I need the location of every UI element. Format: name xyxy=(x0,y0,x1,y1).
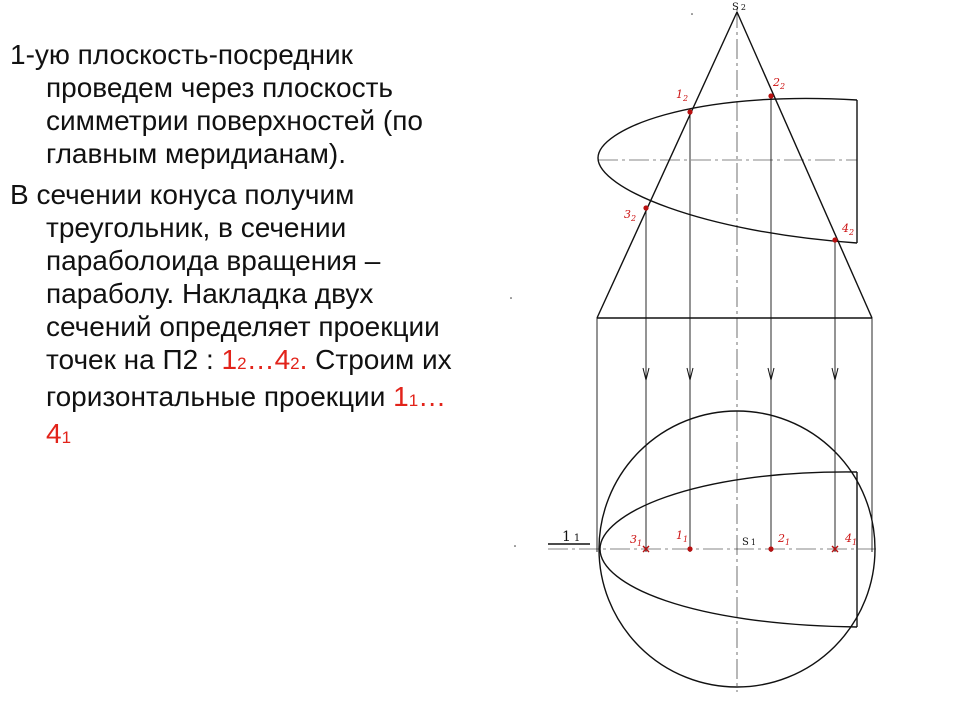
point-2-2 xyxy=(768,93,773,98)
label-3-2: $3_2$ xyxy=(624,208,637,223)
p1-range-ellipsis: …4 xyxy=(46,381,447,449)
label-4-1: $4_1$ xyxy=(845,532,858,547)
paraboloid-top-outline xyxy=(600,472,857,627)
label-2-1: $2_1$ xyxy=(778,532,791,547)
point-4-2 xyxy=(832,237,837,242)
p2-range-ellipsis: …4 xyxy=(246,344,291,375)
label-2-2: $2_2$ xyxy=(773,76,786,91)
label-s2: S 2 xyxy=(732,2,746,13)
label-1-2: $1_2$ xyxy=(676,88,689,103)
paragraph-2-lead: В сечении конуса получим треугольник, в сечении параболоида вращения – параболу. Накладка двух сечений определяет проекции точек на П2 : xyxy=(10,179,440,375)
stray-mark-2 xyxy=(514,545,516,547)
p2-range-from-sub: 2 xyxy=(237,354,247,373)
paragraph-1-text: 1-ую плоскость-посредник проведем через плоскость симметрии поверхностей (по главным меридианам). xyxy=(10,39,423,169)
point-1-2 xyxy=(687,109,692,114)
p1-range-from-sub: 1 xyxy=(408,391,419,410)
label-plane-trace: 1 1 xyxy=(562,529,581,545)
cone-right-generator xyxy=(737,12,872,318)
point-1-1 xyxy=(687,546,692,551)
point-3-2 xyxy=(643,205,648,210)
p2-range-end: . xyxy=(299,344,308,375)
label-3-1: $3_1$ xyxy=(630,533,643,548)
stray-mark-3 xyxy=(691,13,693,15)
p2-range-from: 1 xyxy=(221,344,238,375)
p2-range-to-sub: 2 xyxy=(290,354,300,373)
label-4-2: $4_2$ xyxy=(842,222,855,237)
stray-mark-1 xyxy=(510,297,512,299)
p1-range-from: 1 xyxy=(393,381,409,412)
paragraph-2-tail: Строим их горизонтальные проекции xyxy=(46,344,452,412)
point-2-1 xyxy=(768,546,773,551)
p1-range-to-sub: 1 xyxy=(61,428,72,447)
label-s1: S 1 xyxy=(742,537,756,548)
label-1-1: $1_1$ xyxy=(676,529,689,544)
paraboloid-front-outline xyxy=(598,98,857,243)
cone-left-generator xyxy=(597,12,737,318)
